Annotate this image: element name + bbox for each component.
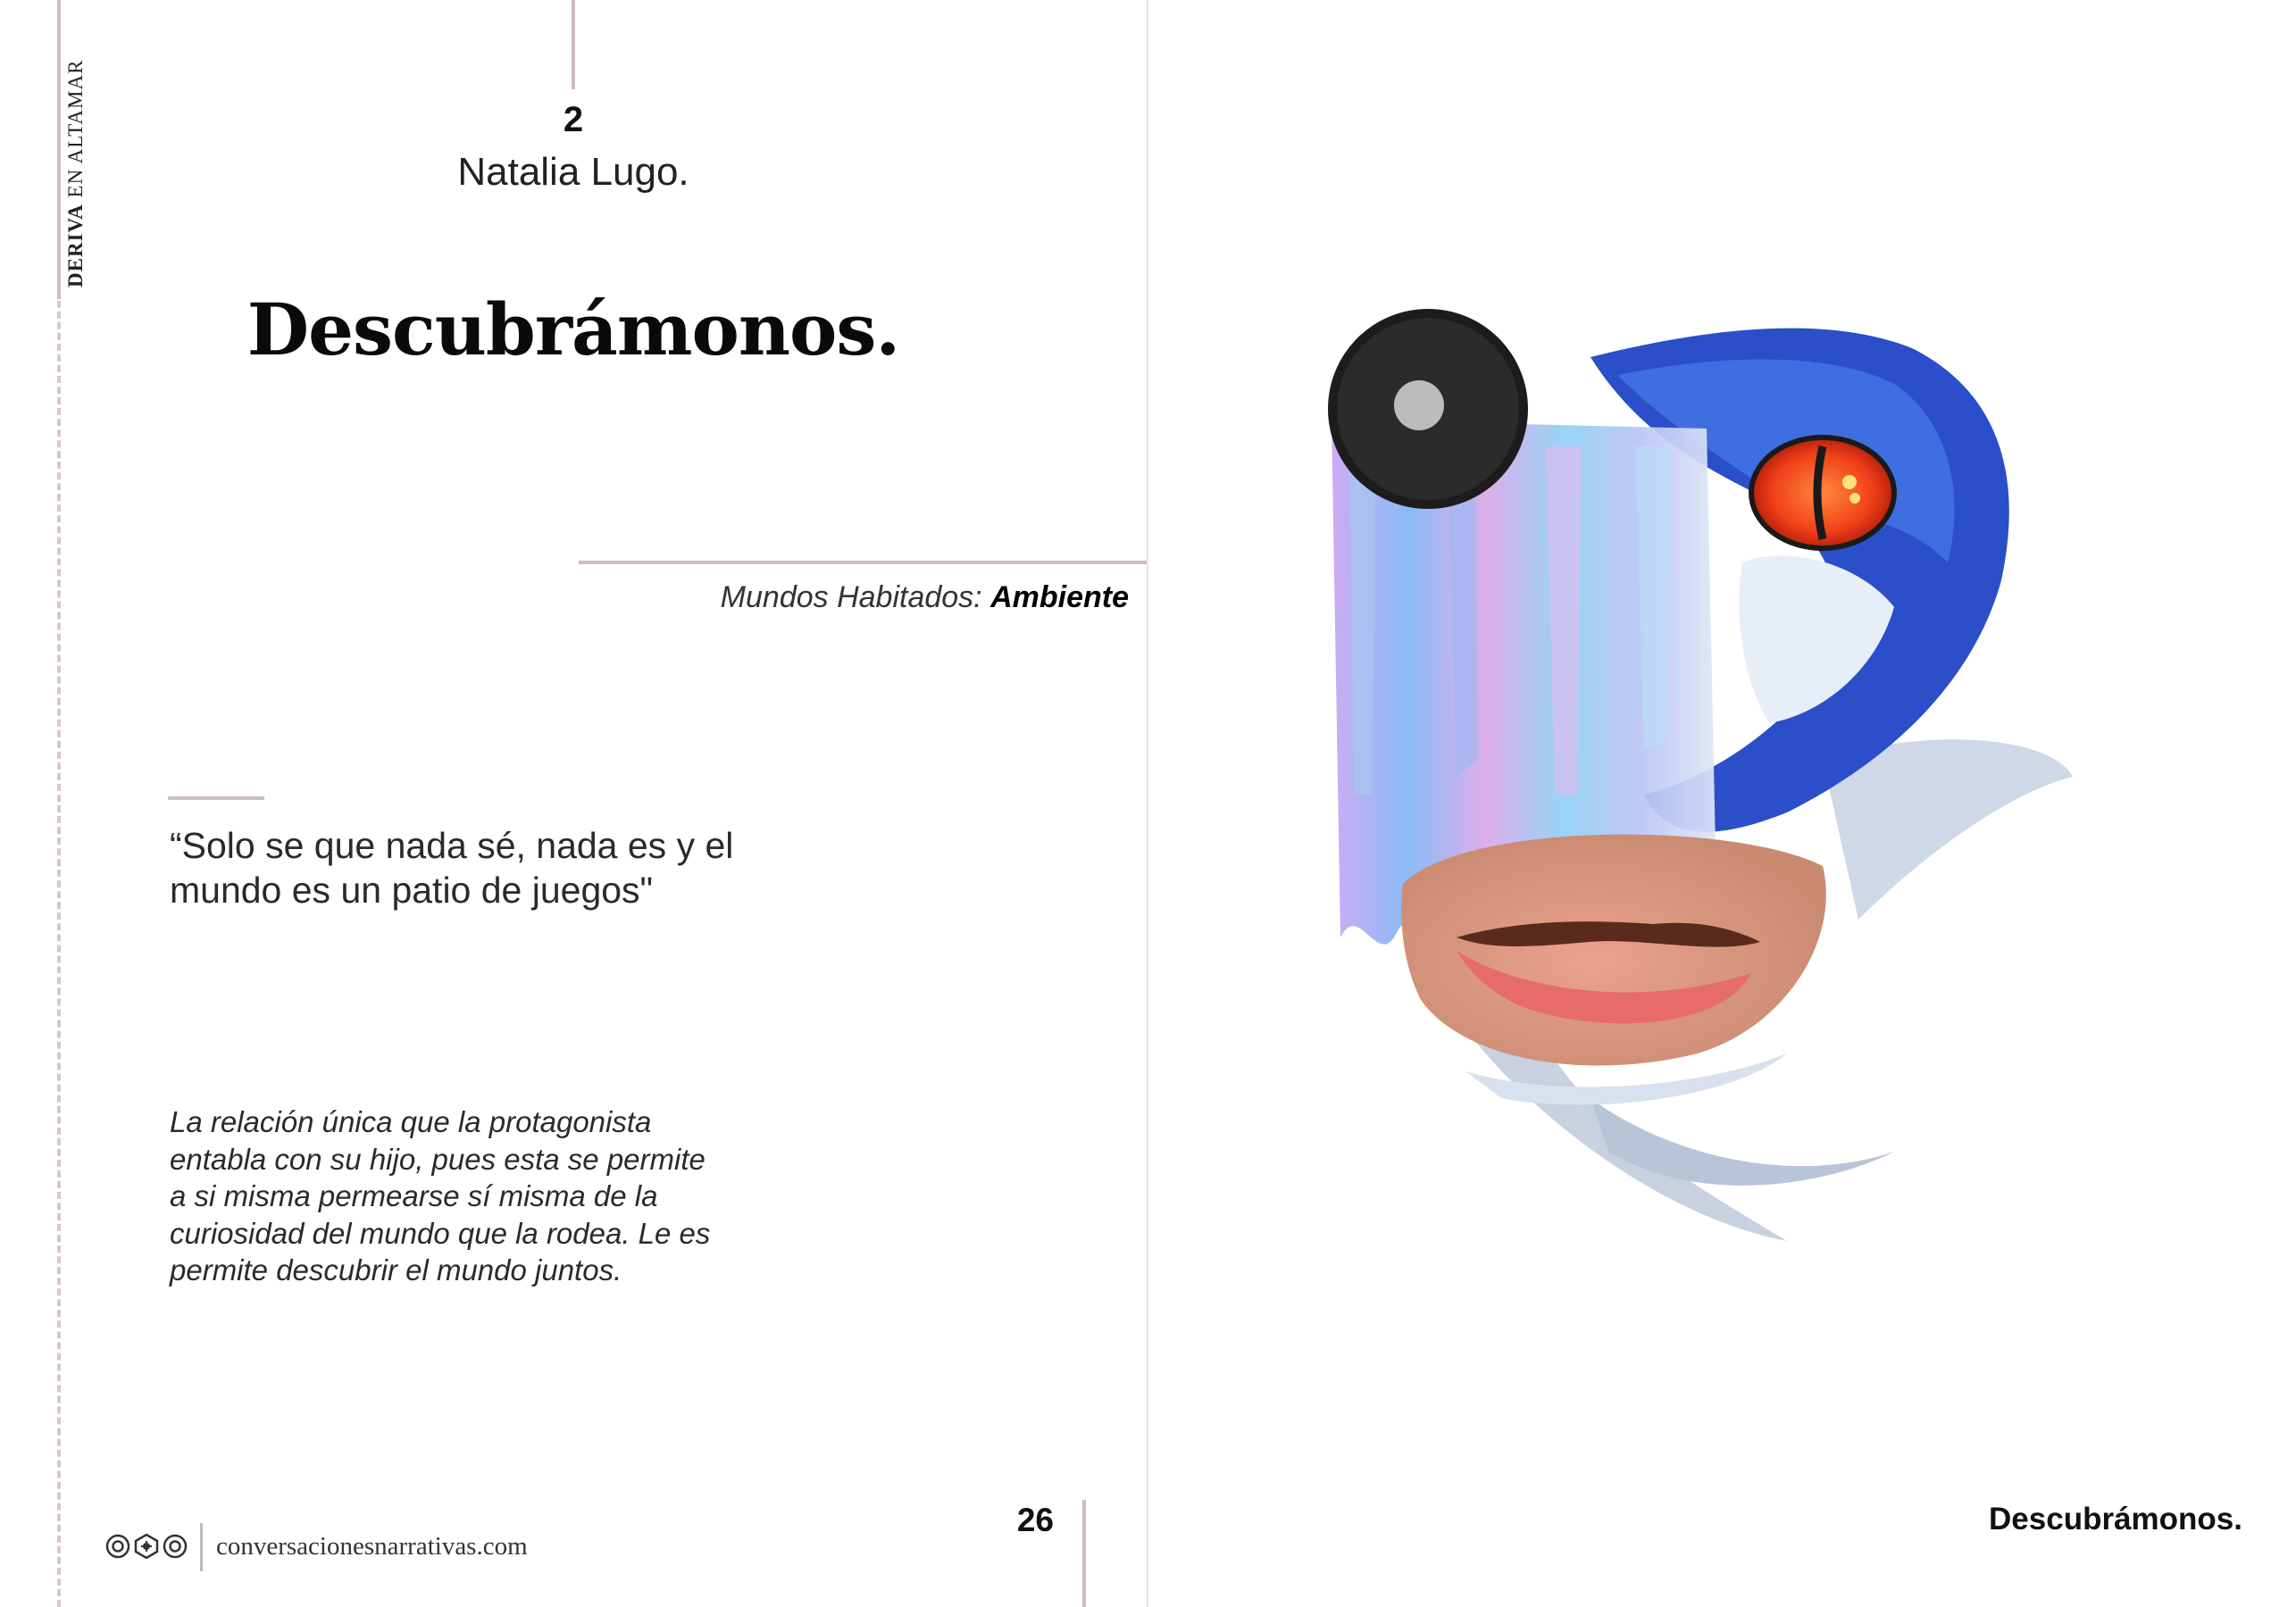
story-title: Descubrámonos. — [246, 287, 900, 371]
footer-website: conversacionesnarrativas.com — [216, 1532, 528, 1561]
story-synopsis: La relación única que la protagonista entabla con su hijo, pues esta se permite a si misma permearse sí misma de la curiosidad del mundo que la rodea. Le es permite descubrir el mundo juntos. — [170, 1105, 711, 1286]
epigraph-quote: “Solo se que nada sé, nada es y el mundo es un patio de juegos" — [170, 825, 734, 911]
right-page — [1148, 0, 2296, 1607]
top-center-rule — [572, 0, 575, 89]
left-page — [0, 0, 1147, 1607]
section-label-text: Mundos Habitados: — [720, 580, 991, 614]
quote-rule — [168, 796, 264, 800]
running-title: Descubrámonos. — [1989, 1502, 2242, 1536]
license-icons — [105, 1534, 188, 1559]
cc-icon — [105, 1534, 130, 1559]
by-icon — [134, 1534, 159, 1559]
nc-icon — [163, 1534, 188, 1559]
section-value: Ambiente — [990, 580, 1129, 614]
page-number-rule — [1082, 1500, 1086, 1607]
section-label — [721, 580, 1129, 615]
side-tag-rest: EN ALTAMAR — [64, 59, 87, 204]
author-name: Natalia Lugo. — [457, 150, 689, 194]
section-rule — [579, 561, 1147, 564]
collage-face-artwork — [1323, 295, 2073, 1259]
footer-divider — [200, 1523, 203, 1571]
story-number: 2 — [563, 100, 584, 139]
side-tag-bold: DERIVA — [64, 204, 87, 287]
page-number: 26 — [1016, 1502, 1054, 1538]
